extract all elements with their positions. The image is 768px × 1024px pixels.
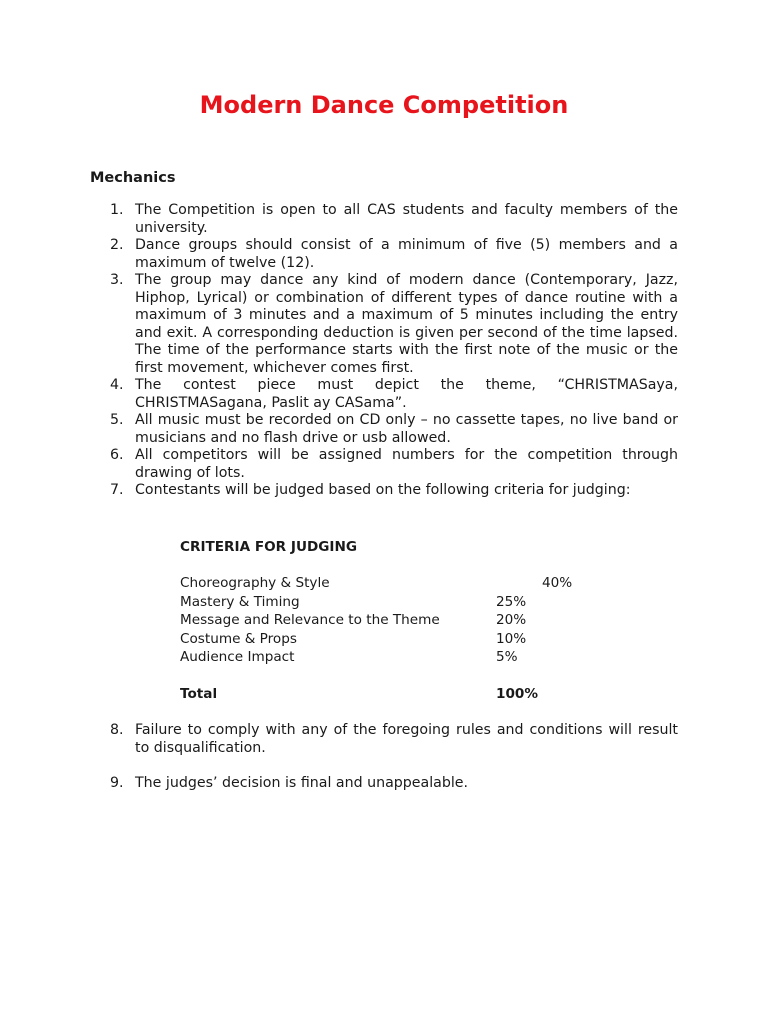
- criteria-heading: CRITERIA FOR JUDGING: [180, 539, 358, 555]
- rule-text: All music must be recorded on CD only – no cassette tapes, no live band or musicians and no flash drive or usb allowed.: [135, 412, 678, 446]
- criteria-total-value: 100%: [496, 686, 538, 702]
- rule-number: 5.: [110, 412, 124, 428]
- rule-item: [0, 202, 678, 237]
- criteria-value: 40%: [542, 575, 573, 591]
- rule-number: 9.: [110, 775, 124, 791]
- rule-number: 6.: [110, 447, 124, 463]
- rules-list-continued: [0, 722, 678, 811]
- rule-number: 2.: [110, 237, 124, 253]
- rule-number: 3.: [110, 272, 124, 288]
- rule-number: 1.: [110, 202, 124, 218]
- section-heading-mechanics: Mechanics: [90, 170, 176, 186]
- rule-text: The Competition is open to all CAS students and faculty members of the university.: [135, 202, 678, 236]
- criteria-label: Costume & Props: [180, 631, 297, 647]
- rule-text: All competitors will be assigned numbers for the competition through drawing of lots.: [135, 447, 678, 481]
- criteria-value: 20%: [496, 612, 527, 628]
- criteria-value: 25%: [496, 594, 527, 610]
- rule-text: The contest piece must depict the theme, “CHRISTMASaya, CHRISTMASagana, Paslit ay CASama”.: [135, 377, 678, 411]
- rule-text: The judges’ decision is final and unappealable.: [135, 775, 469, 791]
- criteria-label: Choreography & Style: [180, 575, 330, 591]
- rule-number: 7.: [110, 482, 124, 498]
- document-title: Modern Dance Competition: [199, 91, 569, 119]
- rule-text: Dance groups should consist of a minimum of five (5) members and a maximum of twelve (12).: [135, 237, 678, 271]
- rule-item: [0, 482, 678, 500]
- rule-text: The group may dance any kind of modern dance (Contemporary, Jazz, Hiphop, Lyrical) or combination of different types of dance routine with a maximum of 3 minutes and a maximum of 5 minutes including the entry and exit. A corresponding deduction is given per second of the time lapsed. The time of the performance starts with the first note of the music or the first movement, whichever comes first.: [135, 272, 678, 376]
- criteria-total-label: Total: [180, 686, 218, 702]
- rule-item: [0, 775, 678, 793]
- criteria-label: Mastery & Timing: [180, 594, 300, 610]
- rules-list: [0, 202, 678, 500]
- criteria-value: 5%: [496, 649, 518, 665]
- rule-item: [0, 237, 678, 272]
- rule-number: 8.: [110, 722, 124, 738]
- rule-item: [0, 377, 678, 412]
- rule-item: [0, 272, 678, 377]
- rule-item: [0, 722, 678, 757]
- rule-text: Contestants will be judged based on the following criteria for judging:: [135, 482, 631, 498]
- rule-number: 4.: [110, 377, 124, 393]
- rule-item: [0, 447, 678, 482]
- rule-item: [0, 412, 678, 447]
- criteria-label: Audience Impact: [180, 649, 295, 665]
- criteria-value: 10%: [496, 631, 527, 647]
- rule-text: Failure to comply with any of the foregoing rules and conditions will result to disqualification.: [135, 722, 678, 756]
- criteria-label: Message and Relevance to the Theme: [180, 612, 440, 628]
